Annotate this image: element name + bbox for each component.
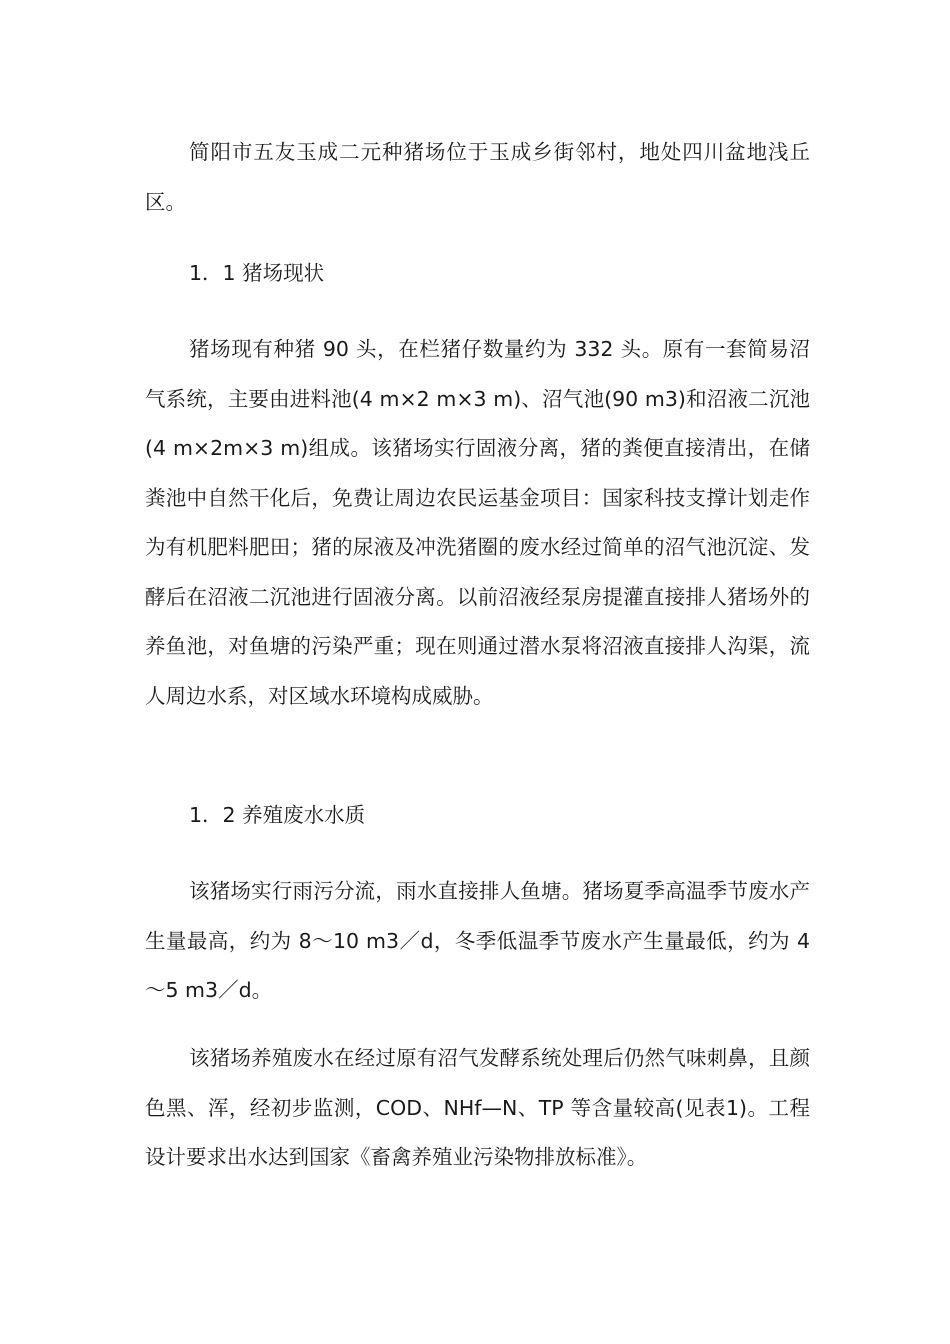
quality-paragraph-block — [145, 1034, 810, 1183]
status-paragraph-block — [145, 325, 810, 721]
current-status-paragraph: 猪场现有种猪 90 头，在栏猪仔数量约为 332 头。原有一套简易沼气系统，主要由进料池(4 m×2 m×3 m)、沼气池(90 m3)和沼液二沉池(4 m×2m×3 m)组成。该猪场实行固液分离，猪的粪便直接清出，在储粪池中自然干化后，免费让周边农民运基金项目：国家科技支撑计划走作为有机肥料肥田；猪的尿液及冲洗猪圈的废水经过简单的沼气池沉淀、发酵后在沼液二沉池进行固液分离。以前沼液经泵房提灌直接排人猪场外的养鱼池，对鱼塘的污染严重；现在则通过潜水泵将沼液直接排人沟渠，流人周边水系，对区域水环境构成威胁。 — [145, 337, 810, 708]
section-heading-block — [145, 258, 810, 288]
section-heading-block — [145, 800, 810, 830]
section-heading-1-2: 1．2 养殖废水水质 — [189, 803, 366, 827]
rain-separation-paragraph: 该猪场实行雨污分流，雨水直接排人鱼塘。猪场夏季高温季节废水产生量最高，约为 8～10 m3／d，冬季低温季节废水产生量最低，约为 4～5 m3／d。 — [145, 879, 810, 1002]
section-heading-1-1: 1．1 猪场现状 — [189, 261, 325, 285]
intro-paragraph-block — [145, 128, 810, 227]
rain-paragraph-block — [145, 867, 810, 1016]
water-quality-paragraph: 该猪场养殖废水在经过原有沼气发酵系统处理后仍然气味刺鼻，且颜色黑、浑，经初步监测，COD、NHf—N、TP 等含量较高(见表1)。工程设计要求出水达到国家《畜禽养殖业污染物排放标准》。 — [145, 1046, 810, 1169]
intro-paragraph: 简阳市五友玉成二元种猪场位于玉成乡街邻村，地处四川盆地浅丘区。 — [145, 140, 810, 214]
